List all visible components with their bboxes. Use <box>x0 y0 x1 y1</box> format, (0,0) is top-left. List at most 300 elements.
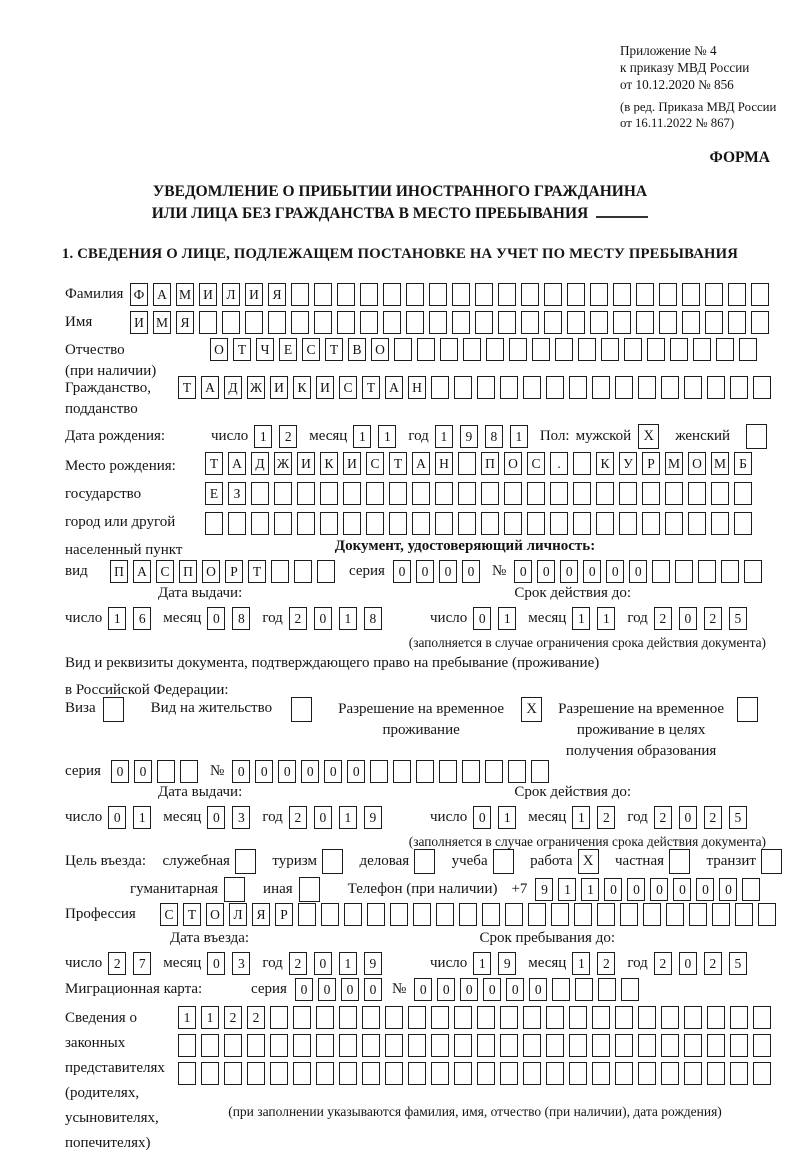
char-box[interactable]: 1 <box>108 607 126 630</box>
char-box[interactable] <box>573 482 591 505</box>
char-box[interactable]: 0 <box>134 760 152 783</box>
char-box[interactable]: Я <box>176 311 194 334</box>
char-box[interactable]: О <box>504 452 522 475</box>
char-box[interactable] <box>621 978 639 1001</box>
char-box[interactable]: 0 <box>207 607 225 630</box>
char-box[interactable] <box>314 283 332 306</box>
char-box[interactable] <box>294 560 312 583</box>
char-box[interactable] <box>661 1006 679 1029</box>
char-box[interactable] <box>569 376 587 399</box>
char-box[interactable]: О <box>206 903 224 926</box>
purpose-official-checkbox[interactable] <box>235 849 256 874</box>
char-box[interactable]: 0 <box>232 760 250 783</box>
char-box[interactable]: 0 <box>347 760 365 783</box>
char-box[interactable] <box>596 512 614 535</box>
char-box[interactable] <box>157 760 175 783</box>
char-box[interactable]: 0 <box>679 806 697 829</box>
char-box[interactable] <box>475 311 493 334</box>
char-box[interactable]: 0 <box>108 806 126 829</box>
char-box[interactable] <box>320 512 338 535</box>
char-box[interactable] <box>482 903 500 926</box>
char-box[interactable]: И <box>130 311 148 334</box>
char-box[interactable]: Т <box>183 903 201 926</box>
char-box[interactable] <box>592 1034 610 1057</box>
char-box[interactable] <box>721 560 739 583</box>
char-box[interactable]: Р <box>225 560 243 583</box>
char-box[interactable] <box>521 283 539 306</box>
char-box[interactable] <box>293 1034 311 1057</box>
char-box[interactable] <box>394 338 412 361</box>
char-box[interactable] <box>638 376 656 399</box>
char-box[interactable] <box>291 311 309 334</box>
char-box[interactable] <box>661 1062 679 1085</box>
char-box[interactable] <box>205 512 223 535</box>
char-box[interactable]: А <box>133 560 151 583</box>
char-box[interactable]: О <box>202 560 220 583</box>
char-box[interactable]: 1 <box>498 607 516 630</box>
char-box[interactable]: Т <box>362 376 380 399</box>
char-box[interactable]: П <box>110 560 128 583</box>
char-box[interactable] <box>619 482 637 505</box>
char-box[interactable] <box>481 512 499 535</box>
char-box[interactable] <box>429 283 447 306</box>
char-box[interactable]: 0 <box>255 760 273 783</box>
char-box[interactable] <box>711 512 729 535</box>
char-box[interactable] <box>366 482 384 505</box>
char-box[interactable] <box>730 1034 748 1057</box>
char-box[interactable]: С <box>156 560 174 583</box>
char-box[interactable] <box>739 338 757 361</box>
purpose-business-checkbox[interactable] <box>414 849 435 874</box>
char-box[interactable] <box>659 283 677 306</box>
char-box[interactable] <box>615 376 633 399</box>
char-box[interactable] <box>321 903 339 926</box>
char-box[interactable] <box>393 760 411 783</box>
char-box[interactable] <box>647 338 665 361</box>
char-box[interactable] <box>274 512 292 535</box>
char-box[interactable] <box>385 1006 403 1029</box>
char-box[interactable]: С <box>302 338 320 361</box>
char-box[interactable] <box>546 1034 564 1057</box>
char-box[interactable] <box>178 1034 196 1057</box>
char-box[interactable]: А <box>153 283 171 306</box>
char-box[interactable] <box>320 482 338 505</box>
char-box[interactable] <box>247 1034 265 1057</box>
char-box[interactable]: Т <box>248 560 266 583</box>
char-box[interactable]: Л <box>222 283 240 306</box>
char-box[interactable]: 0 <box>529 978 547 1001</box>
char-box[interactable] <box>532 338 550 361</box>
char-box[interactable] <box>314 311 332 334</box>
char-box[interactable]: 0 <box>473 607 491 630</box>
char-box[interactable]: 9 <box>535 878 553 901</box>
char-box[interactable] <box>642 512 660 535</box>
char-box[interactable]: 0 <box>437 978 455 1001</box>
char-box[interactable] <box>707 1062 725 1085</box>
char-box[interactable] <box>316 1034 334 1057</box>
char-box[interactable]: 5 <box>729 607 747 630</box>
char-box[interactable] <box>475 283 493 306</box>
char-box[interactable] <box>665 482 683 505</box>
char-box[interactable] <box>523 1006 541 1029</box>
char-box[interactable] <box>201 1062 219 1085</box>
char-box[interactable] <box>638 1062 656 1085</box>
char-box[interactable]: Д <box>224 376 242 399</box>
char-box[interactable] <box>454 376 472 399</box>
char-box[interactable]: Ч <box>256 338 274 361</box>
char-box[interactable] <box>527 482 545 505</box>
char-box[interactable] <box>431 1006 449 1029</box>
char-box[interactable]: 1 <box>572 952 590 975</box>
char-box[interactable]: 0 <box>679 607 697 630</box>
char-box[interactable]: 0 <box>583 560 601 583</box>
char-box[interactable] <box>682 283 700 306</box>
char-box[interactable] <box>389 482 407 505</box>
char-box[interactable] <box>638 1034 656 1057</box>
char-box[interactable]: 9 <box>498 952 516 975</box>
char-box[interactable] <box>367 903 385 926</box>
char-box[interactable] <box>682 311 700 334</box>
char-box[interactable]: А <box>201 376 219 399</box>
char-box[interactable]: С <box>339 376 357 399</box>
char-box[interactable] <box>413 903 431 926</box>
char-box[interactable] <box>454 1034 472 1057</box>
char-box[interactable]: 2 <box>108 952 126 975</box>
char-box[interactable]: Б <box>734 452 752 475</box>
char-box[interactable] <box>293 1006 311 1029</box>
char-box[interactable] <box>592 376 610 399</box>
char-box[interactable]: 0 <box>393 560 411 583</box>
char-box[interactable] <box>344 903 362 926</box>
char-box[interactable] <box>500 376 518 399</box>
char-box[interactable]: 0 <box>506 978 524 1001</box>
char-box[interactable] <box>728 311 746 334</box>
char-box[interactable] <box>251 482 269 505</box>
char-box[interactable]: Т <box>205 452 223 475</box>
char-box[interactable]: 9 <box>460 425 478 448</box>
char-box[interactable] <box>416 760 434 783</box>
char-box[interactable] <box>615 1034 633 1057</box>
char-box[interactable] <box>462 760 480 783</box>
char-box[interactable]: М <box>711 452 729 475</box>
char-box[interactable] <box>477 1034 495 1057</box>
char-box[interactable] <box>360 283 378 306</box>
char-box[interactable]: М <box>665 452 683 475</box>
char-box[interactable]: С <box>366 452 384 475</box>
char-box[interactable]: О <box>688 452 706 475</box>
option-temp-residence-checkbox[interactable]: X <box>521 697 542 722</box>
char-box[interactable]: 0 <box>341 978 359 1001</box>
char-box[interactable] <box>552 978 570 1001</box>
char-box[interactable] <box>339 1062 357 1085</box>
char-box[interactable] <box>716 338 734 361</box>
char-box[interactable]: Н <box>408 376 426 399</box>
char-box[interactable] <box>698 560 716 583</box>
char-box[interactable] <box>620 903 638 926</box>
char-box[interactable] <box>509 338 527 361</box>
char-box[interactable] <box>636 311 654 334</box>
char-box[interactable]: 2 <box>247 1006 265 1029</box>
char-box[interactable] <box>201 1034 219 1057</box>
char-box[interactable] <box>458 512 476 535</box>
char-box[interactable] <box>546 1062 564 1085</box>
char-box[interactable]: 3 <box>232 806 250 829</box>
char-box[interactable]: Р <box>642 452 660 475</box>
char-box[interactable] <box>684 1006 702 1029</box>
char-box[interactable] <box>551 903 569 926</box>
char-box[interactable] <box>636 283 654 306</box>
char-box[interactable]: 1 <box>339 806 357 829</box>
char-box[interactable]: 0 <box>314 952 332 975</box>
char-box[interactable] <box>705 283 723 306</box>
char-box[interactable] <box>567 283 585 306</box>
char-box[interactable]: 0 <box>318 978 336 1001</box>
char-box[interactable] <box>431 1034 449 1057</box>
purpose-study-checkbox[interactable] <box>493 849 514 874</box>
char-box[interactable] <box>452 311 470 334</box>
char-box[interactable]: 0 <box>301 760 319 783</box>
char-box[interactable]: К <box>596 452 614 475</box>
char-box[interactable] <box>528 903 546 926</box>
char-box[interactable]: 0 <box>295 978 313 1001</box>
char-box[interactable] <box>659 311 677 334</box>
char-box[interactable] <box>638 1006 656 1029</box>
char-box[interactable] <box>613 283 631 306</box>
char-box[interactable] <box>670 338 688 361</box>
char-box[interactable] <box>592 1062 610 1085</box>
char-box[interactable]: 1 <box>435 425 453 448</box>
char-box[interactable] <box>406 311 424 334</box>
char-box[interactable]: 0 <box>207 952 225 975</box>
char-box[interactable] <box>574 903 592 926</box>
char-box[interactable] <box>366 512 384 535</box>
purpose-other-checkbox[interactable] <box>299 877 320 902</box>
char-box[interactable] <box>199 311 217 334</box>
char-box[interactable] <box>643 903 661 926</box>
purpose-humanitarian-checkbox[interactable] <box>224 877 245 902</box>
char-box[interactable] <box>508 760 526 783</box>
char-box[interactable]: Ф <box>130 283 148 306</box>
char-box[interactable] <box>390 903 408 926</box>
char-box[interactable]: О <box>371 338 389 361</box>
char-box[interactable]: 9 <box>364 806 382 829</box>
char-box[interactable] <box>439 760 457 783</box>
char-box[interactable]: 1 <box>572 806 590 829</box>
char-box[interactable] <box>435 512 453 535</box>
char-box[interactable]: 5 <box>729 806 747 829</box>
char-box[interactable]: А <box>385 376 403 399</box>
char-box[interactable]: 0 <box>604 878 622 901</box>
char-box[interactable] <box>734 512 752 535</box>
char-box[interactable] <box>458 452 476 475</box>
char-box[interactable]: Т <box>389 452 407 475</box>
char-box[interactable] <box>742 878 760 901</box>
char-box[interactable]: Р <box>275 903 293 926</box>
char-box[interactable] <box>523 1062 541 1085</box>
char-box[interactable] <box>619 512 637 535</box>
char-box[interactable] <box>652 560 670 583</box>
char-box[interactable] <box>481 482 499 505</box>
char-box[interactable] <box>412 482 430 505</box>
char-box[interactable]: 7 <box>133 952 151 975</box>
char-box[interactable]: 2 <box>704 952 722 975</box>
char-box[interactable] <box>744 560 762 583</box>
char-box[interactable] <box>222 311 240 334</box>
char-box[interactable] <box>431 376 449 399</box>
char-box[interactable]: В <box>348 338 366 361</box>
char-box[interactable]: 5 <box>729 952 747 975</box>
char-box[interactable]: 1 <box>378 425 396 448</box>
char-box[interactable]: Ж <box>274 452 292 475</box>
char-box[interactable]: С <box>527 452 545 475</box>
purpose-tourism-checkbox[interactable] <box>322 849 343 874</box>
char-box[interactable]: 0 <box>679 952 697 975</box>
purpose-transit-checkbox[interactable] <box>761 849 782 874</box>
char-box[interactable]: 0 <box>414 978 432 1001</box>
char-box[interactable] <box>546 376 564 399</box>
char-box[interactable] <box>498 311 516 334</box>
char-box[interactable]: И <box>245 283 263 306</box>
char-box[interactable]: И <box>343 452 361 475</box>
char-box[interactable] <box>270 1006 288 1029</box>
char-box[interactable] <box>689 903 707 926</box>
char-box[interactable] <box>666 903 684 926</box>
char-box[interactable] <box>385 1034 403 1057</box>
char-box[interactable] <box>337 311 355 334</box>
char-box[interactable] <box>665 512 683 535</box>
char-box[interactable] <box>339 1006 357 1029</box>
char-box[interactable] <box>730 376 748 399</box>
char-box[interactable] <box>385 1062 403 1085</box>
char-box[interactable] <box>251 512 269 535</box>
char-box[interactable]: 0 <box>314 607 332 630</box>
char-box[interactable]: О <box>210 338 228 361</box>
char-box[interactable] <box>575 978 593 1001</box>
char-box[interactable] <box>751 283 769 306</box>
char-box[interactable] <box>707 376 725 399</box>
char-box[interactable] <box>711 482 729 505</box>
char-box[interactable]: 6 <box>133 607 151 630</box>
char-box[interactable]: 1 <box>581 878 599 901</box>
char-box[interactable]: Т <box>325 338 343 361</box>
char-box[interactable]: 0 <box>629 560 647 583</box>
char-box[interactable] <box>598 978 616 1001</box>
char-box[interactable]: 0 <box>278 760 296 783</box>
char-box[interactable]: К <box>293 376 311 399</box>
char-box[interactable] <box>429 311 447 334</box>
char-box[interactable]: 8 <box>232 607 250 630</box>
char-box[interactable] <box>293 1062 311 1085</box>
char-box[interactable] <box>521 311 539 334</box>
char-box[interactable]: 0 <box>719 878 737 901</box>
char-box[interactable] <box>597 903 615 926</box>
char-box[interactable]: 1 <box>473 952 491 975</box>
char-box[interactable]: 0 <box>207 806 225 829</box>
char-box[interactable]: 1 <box>178 1006 196 1029</box>
char-box[interactable] <box>362 1006 380 1029</box>
char-box[interactable]: 0 <box>514 560 532 583</box>
char-box[interactable]: 9 <box>364 952 382 975</box>
char-box[interactable] <box>624 338 642 361</box>
char-box[interactable]: А <box>412 452 430 475</box>
char-box[interactable]: 1 <box>572 607 590 630</box>
char-box[interactable]: К <box>320 452 338 475</box>
char-box[interactable] <box>431 1062 449 1085</box>
char-box[interactable]: 2 <box>654 607 672 630</box>
char-box[interactable] <box>500 1062 518 1085</box>
option-visa-checkbox[interactable] <box>103 697 124 722</box>
char-box[interactable]: 8 <box>485 425 503 448</box>
char-box[interactable]: . <box>550 452 568 475</box>
char-box[interactable]: Я <box>252 903 270 926</box>
char-box[interactable]: 0 <box>462 560 480 583</box>
char-box[interactable]: 2 <box>289 806 307 829</box>
char-box[interactable]: 1 <box>133 806 151 829</box>
char-box[interactable] <box>454 1006 472 1029</box>
char-box[interactable] <box>298 903 316 926</box>
char-box[interactable] <box>406 283 424 306</box>
sex-female-checkbox[interactable] <box>746 424 767 449</box>
char-box[interactable] <box>569 1034 587 1057</box>
char-box[interactable]: 1 <box>254 425 272 448</box>
char-box[interactable]: Т <box>233 338 251 361</box>
char-box[interactable]: Е <box>205 482 223 505</box>
char-box[interactable] <box>435 482 453 505</box>
char-box[interactable] <box>592 1006 610 1029</box>
char-box[interactable] <box>408 1034 426 1057</box>
char-box[interactable] <box>498 283 516 306</box>
char-box[interactable] <box>734 482 752 505</box>
char-box[interactable] <box>268 311 286 334</box>
char-box[interactable] <box>751 311 769 334</box>
char-box[interactable] <box>544 311 562 334</box>
char-box[interactable] <box>180 760 198 783</box>
char-box[interactable]: М <box>176 283 194 306</box>
char-box[interactable] <box>316 1062 334 1085</box>
char-box[interactable] <box>500 1034 518 1057</box>
char-box[interactable] <box>546 1006 564 1029</box>
char-box[interactable] <box>661 1034 679 1057</box>
purpose-private-checkbox[interactable] <box>669 849 690 874</box>
char-box[interactable] <box>578 338 596 361</box>
char-box[interactable] <box>707 1034 725 1057</box>
char-box[interactable] <box>486 338 504 361</box>
char-box[interactable]: 0 <box>416 560 434 583</box>
char-box[interactable]: У <box>619 452 637 475</box>
char-box[interactable] <box>573 512 591 535</box>
char-box[interactable]: 1 <box>510 425 528 448</box>
char-box[interactable] <box>615 1062 633 1085</box>
char-box[interactable]: А <box>228 452 246 475</box>
char-box[interactable] <box>573 452 591 475</box>
char-box[interactable]: Ж <box>247 376 265 399</box>
char-box[interactable] <box>523 376 541 399</box>
char-box[interactable] <box>596 482 614 505</box>
char-box[interactable] <box>590 283 608 306</box>
char-box[interactable] <box>567 311 585 334</box>
char-box[interactable] <box>454 1062 472 1085</box>
char-box[interactable] <box>684 376 702 399</box>
char-box[interactable] <box>412 512 430 535</box>
char-box[interactable] <box>297 482 315 505</box>
char-box[interactable] <box>440 338 458 361</box>
char-box[interactable] <box>712 903 730 926</box>
char-box[interactable] <box>463 338 481 361</box>
char-box[interactable]: 2 <box>224 1006 242 1029</box>
char-box[interactable]: 1 <box>558 878 576 901</box>
char-box[interactable] <box>458 482 476 505</box>
char-box[interactable]: 1 <box>498 806 516 829</box>
